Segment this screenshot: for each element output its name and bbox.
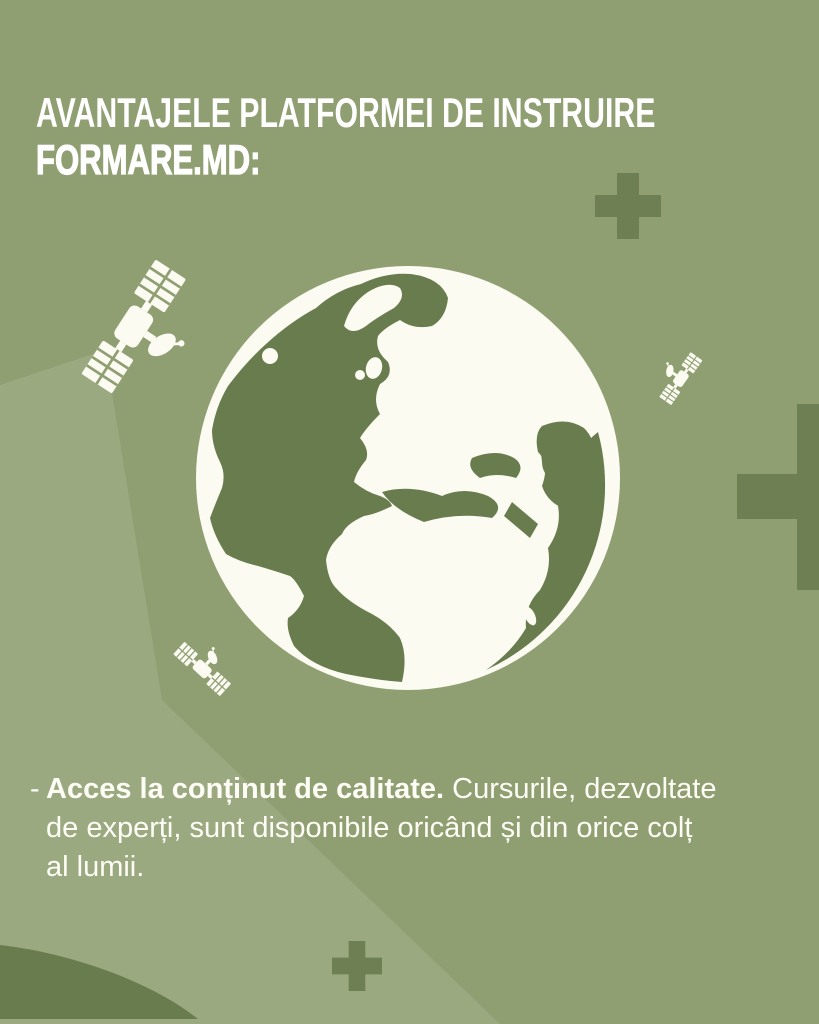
bullet-dash: -	[30, 773, 40, 805]
body-line-3: al lumii.	[46, 851, 145, 883]
body-bold-text: Acces la conținut de calitate.	[46, 773, 445, 805]
plus-vertical-bar	[797, 404, 819, 590]
satellite-icon	[648, 344, 713, 413]
plus-icon	[737, 404, 819, 590]
body-line-2: de experți, sunt disponibile oricând și din orice colț	[46, 812, 693, 844]
title-line-1: AVANTAJELE PLATFORMEI DE INSTRUIRE	[36, 89, 656, 136]
corner-blob-shape	[0, 919, 200, 1024]
body-regular-text: Cursurile, dezvoltate	[452, 773, 717, 805]
globe-earth-icon	[196, 266, 620, 690]
plus-icon	[595, 172, 661, 240]
body-text	[30, 770, 802, 887]
page-title	[36, 90, 819, 183]
title-line-2: FORMARE.MD:	[36, 136, 261, 183]
plus-icon	[332, 941, 382, 991]
body-line-1	[30, 770, 802, 809]
